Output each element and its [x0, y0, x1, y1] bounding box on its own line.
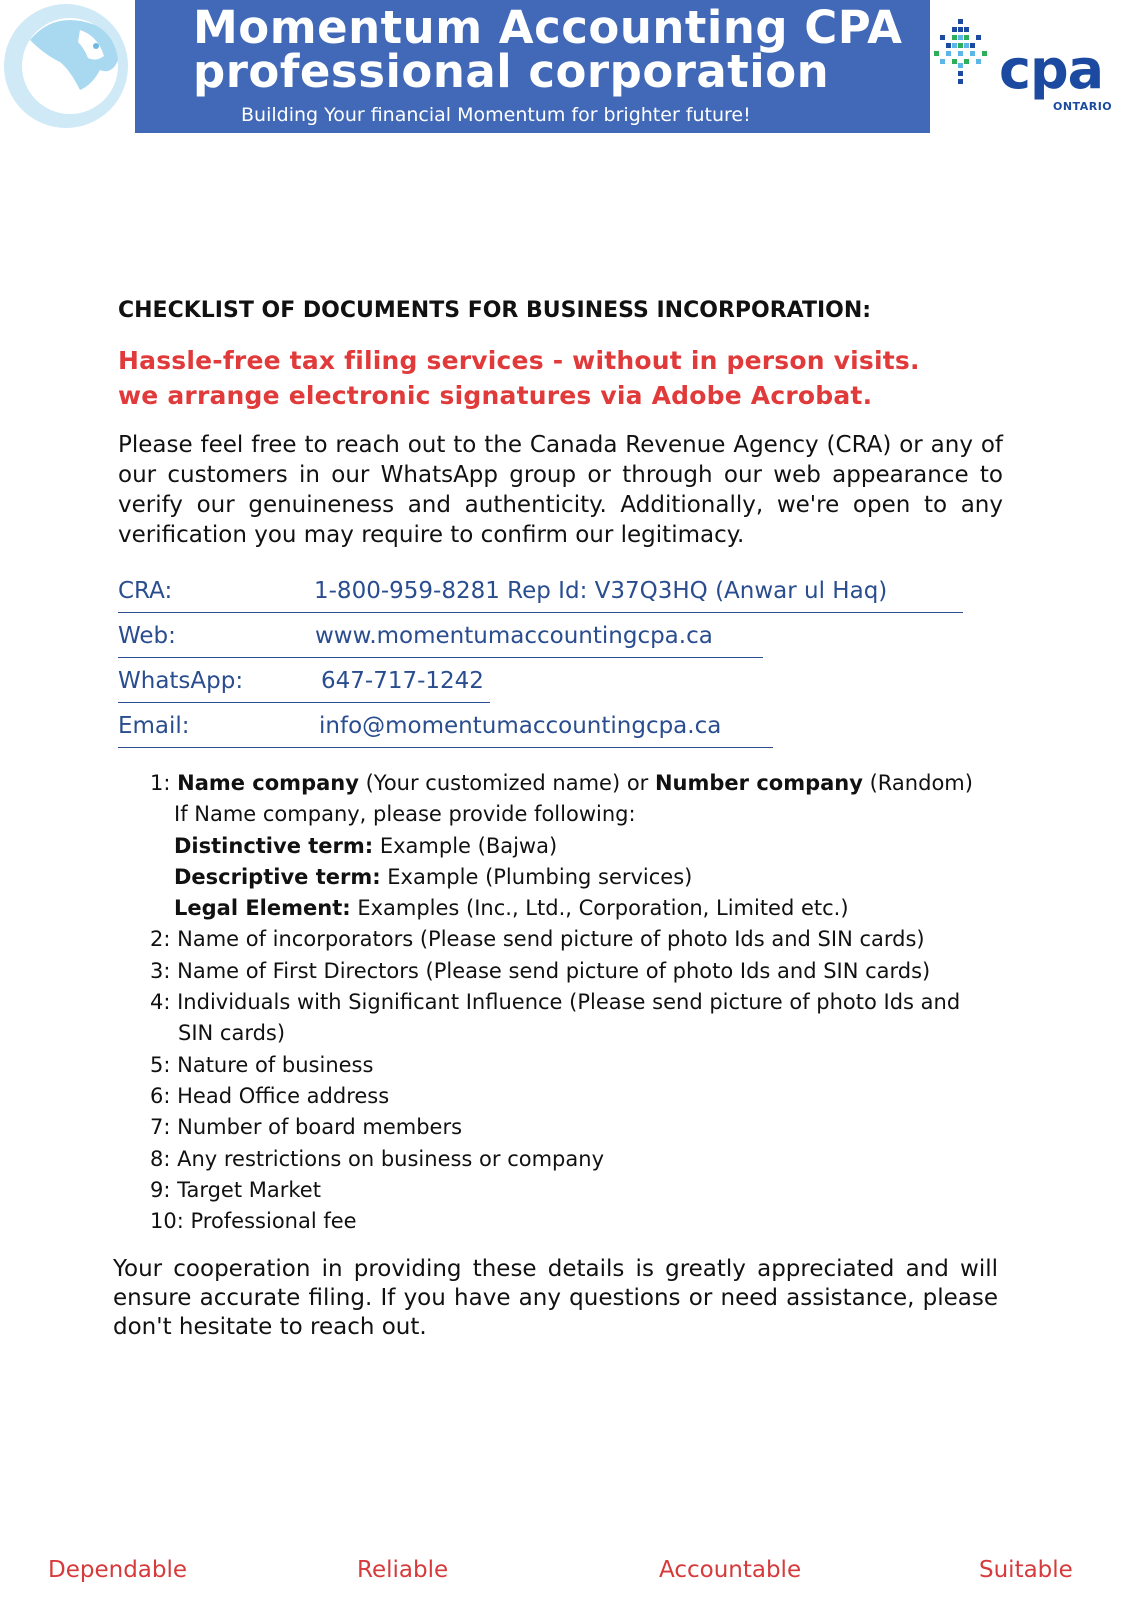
- contact-email[interactable]: [118, 713, 773, 748]
- list-sub-item: Distinctive term: Example (Bajwa): [174, 833, 558, 858]
- promo-line-2: we arrange electronic signatures via Adobe Acrobat.: [118, 381, 873, 410]
- list-sub-item: Legal Element: Examples (Inc., Ltd., Corporation, Limited etc.): [174, 896, 849, 921]
- list-item-note: If Name company, please provide following:: [174, 802, 636, 827]
- cpa-region-label: ONTARIO: [1053, 100, 1113, 113]
- contact-label: Email:: [118, 713, 190, 739]
- closing-paragraph: Your cooperation in providing these details is greatly appreciated and will ensure accurate filing. If you have any questions or need assistance, please don't hesitate to reach out.: [113, 1256, 998, 1340]
- cpa-wordmark: cpa: [999, 38, 1104, 101]
- list-item: 3: Name of First Directors (Please send picture of photo Ids and SIN cards): [150, 958, 931, 983]
- intro-paragraph: Please feel free to reach out to the Canada Revenue Agency (CRA) or any of our customers in our WhatsApp group or through our web appearance to verify our genuineness and authenticity. Additionally, we're open to any verification you may require to confirm our legitimacy.: [118, 432, 1003, 548]
- page-header: [0, 0, 1131, 133]
- value-suitable: Suitable: [979, 1557, 1073, 1583]
- list-item: 9: Target Market: [150, 1177, 321, 1202]
- contact-value: www.momentumaccountingcpa.ca: [315, 623, 713, 649]
- list-item: 1: Name company (Your customized name) or Number company (Random): [150, 771, 973, 795]
- header-band: [135, 0, 930, 133]
- horse-head-icon: [0, 0, 135, 133]
- contact-label: Web:: [118, 623, 176, 649]
- firm-tagline: Building Your financial Momentum for brighter future!: [241, 104, 751, 126]
- list-sub-item: Descriptive term: Example (Plumbing services): [174, 864, 693, 889]
- contact-value: info@momentumaccountingcpa.ca: [319, 713, 722, 739]
- contact-whatsapp[interactable]: [118, 668, 490, 703]
- checklist-heading: CHECKLIST OF DOCUMENTS FOR BUSINESS INCORPORATION:: [118, 298, 872, 323]
- list-item: 2: Name of incorporators (Please send picture of photo Ids and SIN cards): [150, 927, 925, 952]
- list-item: 4: Individuals with Significant Influence (Please send picture of photo Ids and: [150, 990, 961, 1015]
- list-item: 7: Number of board members: [150, 1115, 463, 1140]
- list-item: 6: Head Office address: [150, 1083, 390, 1108]
- document-checklist: [150, 768, 1010, 1237]
- value-reliable: Reliable: [357, 1557, 449, 1583]
- contact-label: CRA:: [118, 578, 173, 604]
- firm-name-line-2: professional corporation: [193, 45, 830, 98]
- contact-value: 647-717-1242: [321, 668, 484, 694]
- cpa-ontario-logo: [930, 0, 1131, 133]
- promo-line-1: Hassle-free tax filing services - without in person visits.: [118, 346, 920, 375]
- value-dependable: Dependable: [48, 1557, 188, 1583]
- contact-cra[interactable]: [118, 578, 963, 613]
- contact-web[interactable]: [118, 623, 763, 658]
- value-accountable: Accountable: [659, 1557, 802, 1583]
- firm-logo: [0, 0, 135, 133]
- contact-value: 1-800-959-8281 Rep Id: V37Q3HQ (Anwar ul Haq): [314, 578, 888, 604]
- contact-label: WhatsApp:: [118, 668, 244, 694]
- list-item: 5: Nature of business: [150, 1052, 374, 1077]
- list-item: 10: Professional fee: [150, 1209, 357, 1234]
- firm-name-line-1: Momentum Accounting CPA: [193, 1, 903, 54]
- maple-leaf-icon: [930, 15, 990, 95]
- list-item: 8: Any restrictions on business or company: [150, 1146, 604, 1171]
- list-item-continuation: SIN cards): [178, 1021, 286, 1046]
